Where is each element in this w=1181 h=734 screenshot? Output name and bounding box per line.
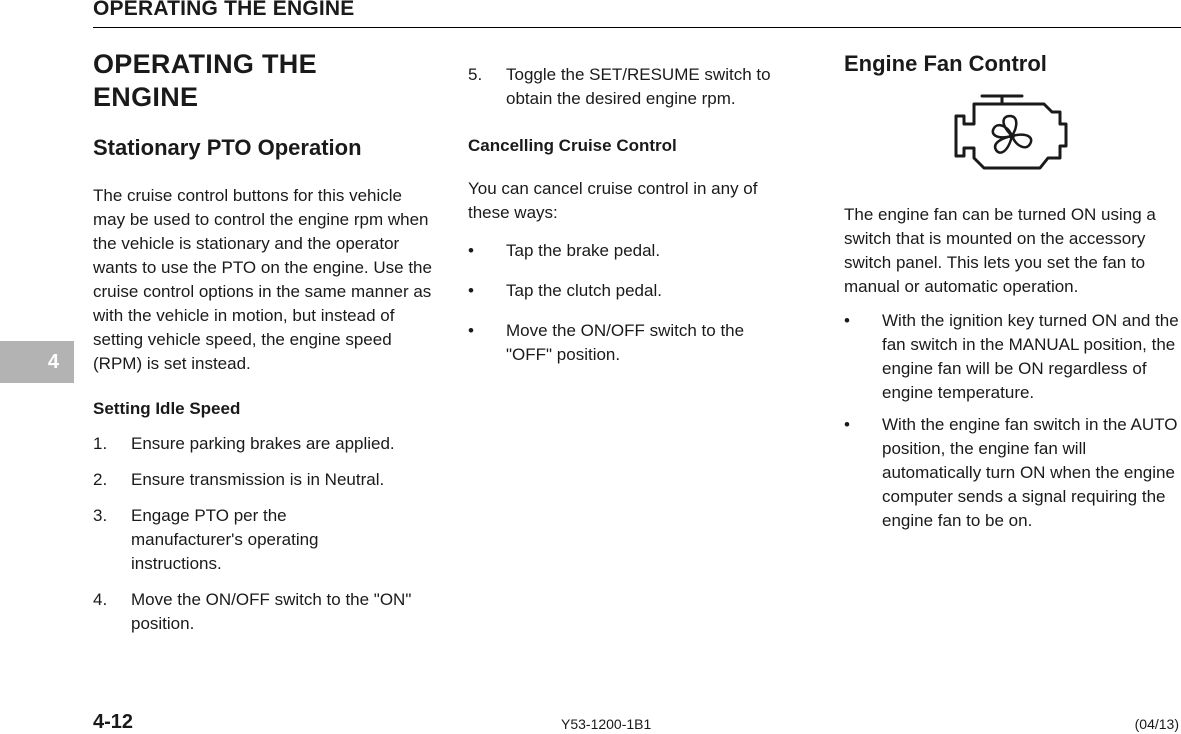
bullet-item	[844, 309, 1181, 405]
step-text: Ensure parking brakes are applied.	[131, 434, 395, 453]
step-text: Ensure transmission is in Neutral.	[131, 470, 385, 489]
page-title-line-2: ENGINE	[93, 82, 199, 112]
bullet-icon: •	[844, 415, 850, 434]
bullet-icon: •	[468, 321, 474, 340]
column-1	[93, 48, 438, 636]
section-heading-fan: Engine Fan Control	[844, 51, 1047, 76]
subheading-idle-speed: Setting Idle Speed	[93, 399, 241, 418]
bullet-text: Move the ON/OFF switch to the "OFF" position.	[506, 321, 745, 364]
revision-date: (04/13)	[1134, 716, 1179, 732]
step-item	[468, 63, 803, 111]
step-item	[93, 432, 438, 456]
bullet-icon: •	[468, 241, 474, 260]
fan-bullets	[844, 309, 1181, 533]
cancel-bullets	[468, 239, 803, 367]
step-number: 3.	[93, 506, 108, 525]
subheading-cancel-cruise: Cancelling Cruise Control	[468, 136, 677, 155]
step-number: 4.	[93, 590, 108, 609]
page-title-line-1: OPERATING THE	[93, 49, 317, 79]
step-text: Toggle the SET/RESUME switch to obtain the desired engine rpm.	[506, 65, 771, 108]
step-number: 1.	[93, 434, 108, 453]
step-number: 5.	[468, 65, 483, 84]
running-header: OPERATING THE ENGINE	[93, 0, 355, 20]
document-number: Y53-1200-1B1	[561, 716, 652, 732]
cancel-intro-paragraph: You can cancel cruise control in any of these ways:	[468, 179, 758, 222]
engine-fan-icon	[952, 94, 1072, 174]
chapter-tab: 4	[0, 341, 74, 383]
step-item	[93, 504, 438, 576]
bullet-item	[468, 239, 803, 263]
step-item	[93, 588, 438, 636]
column-2	[468, 63, 803, 367]
bullet-item	[468, 319, 803, 367]
page-number: 4-12	[93, 711, 134, 733]
header-rule	[93, 27, 1181, 28]
idle-speed-steps	[93, 432, 438, 636]
bullet-icon: •	[844, 311, 850, 330]
fan-intro-paragraph: The engine fan can be turned ON using a switch that is mounted on the accessory switch panel. This lets you set the fan to manual or automatic operation.	[844, 205, 1156, 296]
bullet-text: With the engine fan switch in the AUTO position, the engine fan will automatically turn ON when the engine computer sends a signal requiring the engine fan to be on.	[882, 415, 1178, 530]
page-title	[93, 48, 438, 114]
column-3	[844, 48, 1181, 533]
bullet-item	[468, 279, 803, 303]
bullet-item	[844, 413, 1181, 533]
pto-intro-paragraph: The cruise control buttons for this vehicle may be used to control the engine rpm when the vehicle is stationary and the operator wants to use the PTO on the engine. Use the cruise control options in the same manner as with the vehicle in motion, but instead of setting vehicle speed, the engine speed (RPM) is set instead.	[93, 186, 432, 373]
step-item	[93, 468, 438, 492]
bullet-icon: •	[468, 281, 474, 300]
step-text: Engage PTO per the manufacturer's operating instructions.	[131, 506, 319, 573]
section-heading-pto: Stationary PTO Operation	[93, 135, 362, 160]
step-text: Move the ON/OFF switch to the "ON" position.	[131, 590, 412, 633]
bullet-text: With the ignition key turned ON and the fan switch in the MANUAL position, the engine fan will be ON regardless of engine temperature.	[882, 311, 1179, 402]
bullet-text: Tap the brake pedal.	[506, 241, 661, 260]
bullet-text: Tap the clutch pedal.	[506, 281, 662, 300]
step-number: 2.	[93, 470, 108, 489]
